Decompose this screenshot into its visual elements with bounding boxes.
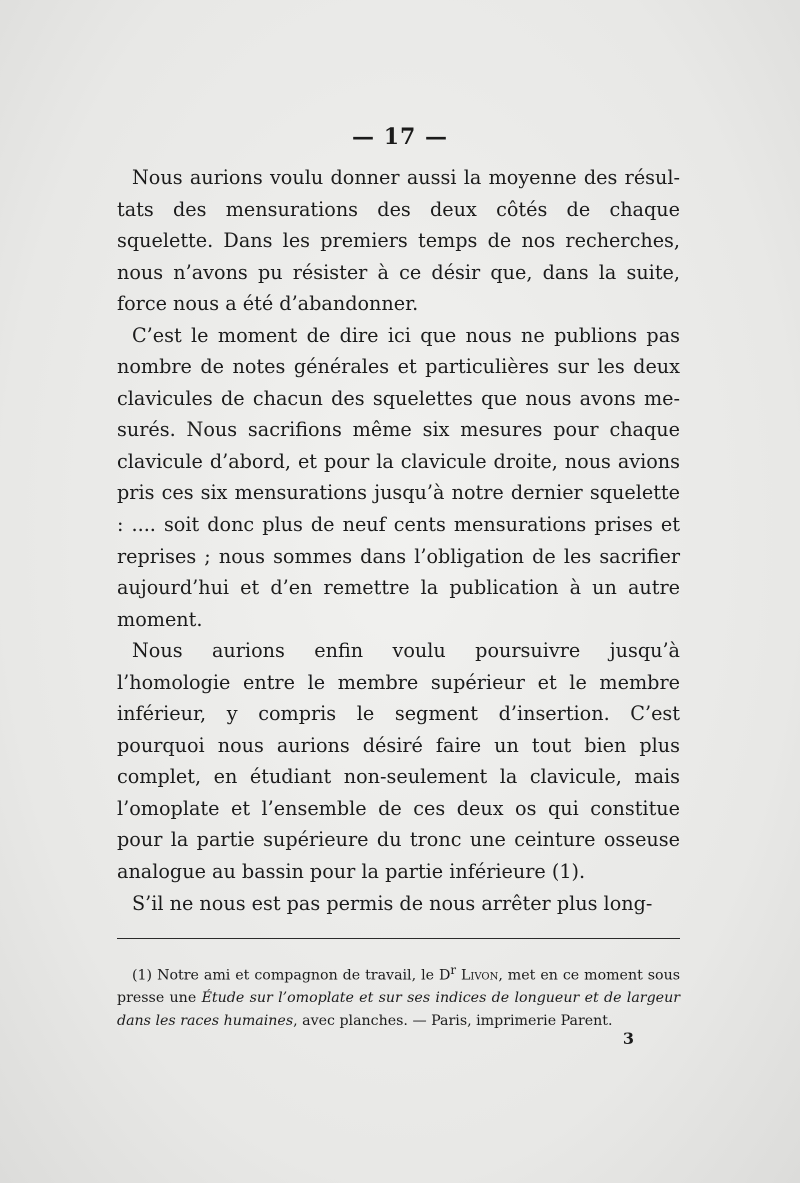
footnote bbox=[117, 959, 680, 1032]
signature-mark: 3 bbox=[622, 1029, 634, 1048]
footnote-author-name: Livon bbox=[460, 967, 499, 984]
footnote-text-middle: , met en ce moment sous presse une bbox=[117, 967, 680, 1007]
footnote-text-end: , avec planches. — Paris, imprimerie Parent. bbox=[293, 1012, 613, 1029]
footnote-superscript: r bbox=[450, 963, 456, 977]
paragraph-4: S’il ne nous est pas permis de nous arrêter plus long- bbox=[132, 891, 653, 915]
footnote-separator bbox=[117, 938, 680, 939]
paragraph-3: Nous aurions enfin voulu poursuivre jusqu’à l’homologie entre le membre supérieur et le membre inférieur, y compris le segment d’insertion. C’est pourquoi nous aurions désiré faire un tout bien plus complet, en étudiant non-seulement la clavicule, mais l’omoplate et l’ensemble de ces deux os qui constitue pour la partie supérieure du tronc une ceinture osseuse analogue au bassin pour la partie inférieure (1). bbox=[117, 639, 680, 884]
footnote-marker: (1) bbox=[132, 967, 153, 984]
footnote-title: Étude sur l’omoplate et sur ses indices de longueur et de largeur dans les races humaines bbox=[117, 990, 680, 1029]
body-text bbox=[117, 162, 680, 919]
paragraph-2: C’est le moment de dire ici que nous ne publions pas nombre de notes générales et particulières sur les deux clavicules de chacun des squelettes que nous avons mesurés. Nous sacrifions même six mesures pour chaque clavicule d’abord, et pour la clavicule droite, nous avions pris ces six mensurations jusqu’à notre dernier squelette : .... soit donc plus de neuf cents mensurations prises et reprises ; nous sommes dans l’obligation de les sacrifier aujourd’hui et d’en remettre la publication à un autre moment. bbox=[117, 323, 680, 631]
paragraph-1: Nous aurions voulu donner aussi la moyenne des résultats des mensurations des deux côtés de chaque squelette. Dans les premiers temps de nos recherches, nous n’avons pu résister à ce désir que, dans la suite, force nous a été d’abandonner. bbox=[117, 166, 680, 316]
page-number: — 17 — bbox=[352, 124, 448, 150]
footnote-text-start: Notre ami et compagnon de travail, le D bbox=[157, 967, 451, 984]
